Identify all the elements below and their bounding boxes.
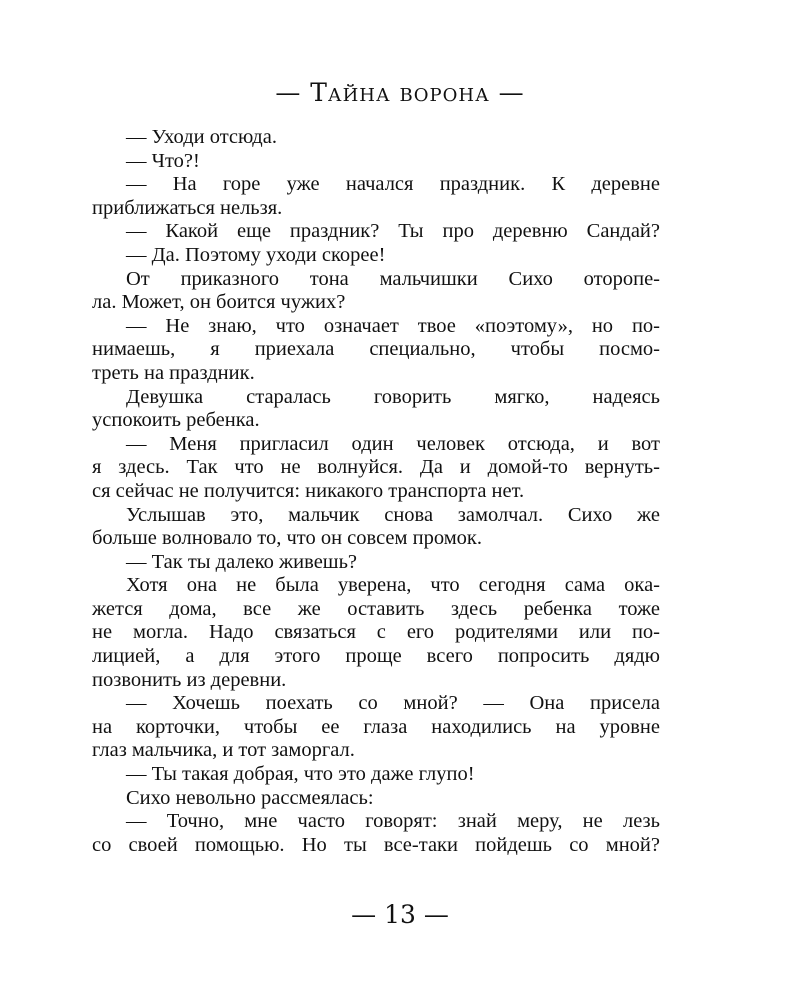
text-line: Услышав это, мальчик снова замолчал. Сихо же: [126, 503, 660, 526]
text-line: Девушка старалась говорить мягко, надеясь: [126, 385, 660, 408]
text-line: треть на праздник.: [92, 361, 255, 384]
text-line: нимаешь, я приехала специально, чтобы посмо-: [92, 338, 660, 361]
text-line: ся сейчас не получится: никакого транспорта нет.: [92, 479, 525, 502]
text-line: — Что?!: [126, 149, 200, 172]
running-title: — Тайна ворона —: [275, 78, 525, 107]
text-line: — Да. Поэтому уходи скорее!: [126, 243, 386, 266]
text-line: — Какой еще праздник? Ты про деревню Сандай?: [126, 220, 660, 243]
text-line: лицией, а для этого проще всего попросить дядю: [92, 645, 660, 668]
text-line: глаз мальчика, и тот заморгал.: [92, 739, 355, 762]
text-line: ла. Может, он боится чужих?: [92, 291, 346, 314]
text-line: на корточки, чтобы ее глаза находились на уровне: [92, 715, 660, 738]
text-line: — Уходи отсюда.: [126, 126, 277, 148]
text-line: Сихо невольно рассмеялась:: [126, 786, 374, 809]
text-line: Хотя она не была уверена, что сегодня сама ока-: [126, 574, 660, 597]
text-line: — Ты такая добрая, что это даже глупо!: [126, 763, 475, 786]
text-line: успокоить ребенка.: [92, 409, 260, 432]
text-line: жется дома, все же оставить здесь ребенка тоже: [92, 597, 660, 620]
text-line: я здесь. Так что не волнуйся. Да и домой-то вернуть-: [92, 456, 660, 479]
text-line: приближаться нельзя.: [92, 196, 283, 219]
text-line: — Не знаю, что означает твое «поэтому», но по-: [126, 314, 660, 337]
text-line: — Так ты далеко живешь?: [126, 550, 358, 573]
text-line: со своей помощью. Но ты все-таки пойдешь со мной?: [92, 833, 660, 856]
text-line: не могла. Надо связаться с его родителями или по-: [92, 621, 660, 644]
text-line: позвонить из деревни.: [92, 668, 287, 691]
text-line: больше волновало то, что он совсем промок.: [92, 527, 483, 550]
text-line: — На горе уже начался праздник. К деревне: [126, 173, 660, 196]
text-line: — Меня пригласил один человек отсюда, и вот: [126, 432, 660, 455]
text-line: — Точно, мне часто говорят: знай меру, не лезь: [126, 810, 660, 833]
body-text: [92, 126, 660, 857]
text-line: От приказного тона мальчишки Сихо оторопе-: [126, 267, 660, 290]
text-line: — Хочешь поехать со мной? — Она присела: [126, 692, 660, 715]
page-number: — 13 —: [351, 900, 449, 929]
